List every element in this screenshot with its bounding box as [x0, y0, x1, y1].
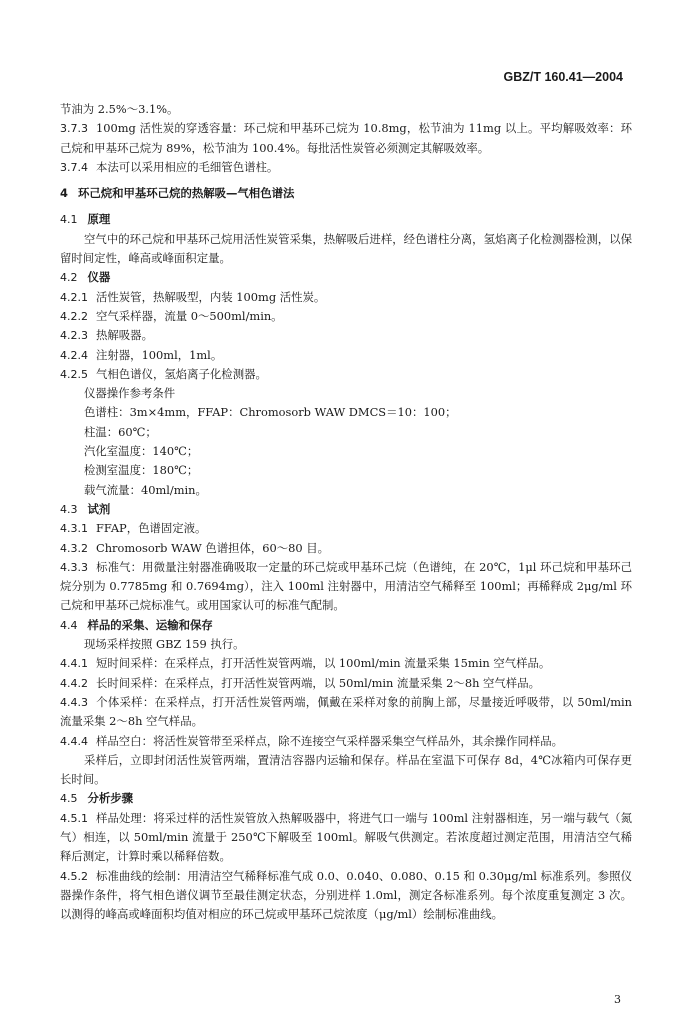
section-4-2-heading — [60, 268, 632, 287]
clause-number: 4.2.4 — [60, 348, 88, 362]
section-number: 4.2 — [60, 271, 78, 285]
clause-text: 个体采样：在采样点，打开活性炭管两端，佩戴在采样对象的前胸上部，尽量接近呼吸带，以 50ml/min 流量采集 2～8h 空气样品。 — [60, 694, 632, 729]
clause-number: 4.5.2 — [60, 869, 88, 883]
clause-text: 样品处理：将采过样的活性炭管放入热解吸器中，将进气口一端与 100ml 注射器相连，另一端与载气（氮气）相连，以 50ml/min 流量于 250℃下解吸至 100ml。解吸气供测定。若浓度超过测定范围，用清洁空气稀释后测定，计算时乘以稀释倍数。 — [60, 810, 632, 864]
clause-number: 3.7.4 — [60, 160, 88, 174]
clause-text: 短时间采样：在采样点，打开活性炭管两端，以 100ml/min 流量采集 15min 空气样品。 — [96, 656, 551, 671]
clause-number: 4.3.3 — [60, 560, 88, 574]
clause-number: 4.3.2 — [60, 541, 88, 555]
clause-number: 4.4.2 — [60, 676, 88, 690]
section-title: 仪器 — [87, 270, 111, 285]
clause-4-2-1 — [60, 288, 632, 307]
clause-4-2-2 — [60, 307, 632, 326]
clause-number: 4.4.4 — [60, 734, 88, 748]
clause-number: 4.5.1 — [60, 811, 88, 825]
clause-text: 长时间采样：在采样点，打开活性炭管两端，以 50ml/min 流量采集 2～8h 空气样品。 — [96, 675, 540, 690]
section-number: 4.3 — [60, 502, 78, 516]
condition-carrier-flow: 载气流量：40ml/min。 — [84, 482, 207, 497]
clause-4-3-1 — [60, 519, 632, 538]
operating-conditions-title: 仪器操作参考条件 — [84, 386, 176, 401]
clause-text: 样品空白：将活性炭管带至采样点，除不连接空气采样器采集空气样品外，其余操作同样品。 — [96, 733, 564, 748]
clause-3-7-4 — [60, 158, 632, 177]
clause-text: 热解吸器。 — [96, 328, 153, 343]
section-number: 4.4 — [60, 618, 78, 632]
clause-number: 4.4.3 — [60, 695, 88, 709]
clause-4-4-3 — [60, 693, 632, 732]
section-4-4-heading — [60, 616, 632, 635]
storage-text: 采样后，立即封闭活性炭管两端，置清洁容器内运输和保存。样品在室温下可保存 8d，4℃冰箱内可保存更长时间。 — [60, 752, 632, 787]
section-number: 4 — [60, 186, 68, 201]
condition-vaporizer-temp: 汽化室温度：140℃； — [84, 444, 199, 459]
clause-4-2-5 — [60, 365, 632, 384]
clause-text: 气相色谱仪，氢焰离子化检测器。 — [96, 366, 267, 381]
clause-number: 4.3.1 — [60, 522, 88, 536]
page-number: 3 — [614, 993, 621, 1006]
clause-text: 注射器，100ml，1ml。 — [96, 347, 223, 362]
section-title: 样品的采集、运输和保存 — [87, 617, 213, 632]
condition-column: 色谱柱：3m×4mm，FFAP：Chromosorb WAW DMCS＝10：100； — [84, 405, 457, 420]
paragraph-continuation: 节油为 2.5%～3.1%。 — [60, 102, 179, 116]
clause-text: Chromosorb WAW 色谱担体，60～80 目。 — [96, 540, 330, 555]
clause-4-3-2 — [60, 539, 632, 558]
clause-text: 本法可以采用相应的毛细管色谱柱。 — [96, 159, 279, 174]
clause-4-4-1 — [60, 654, 632, 673]
clause-text: FFAP，色谱固定液。 — [96, 521, 207, 536]
condition-detector-temp: 检测室温度：180℃； — [84, 463, 199, 478]
section-number: 4.5 — [60, 792, 78, 806]
document-body — [60, 100, 632, 924]
clause-4-3-3 — [60, 558, 632, 616]
clause-4-4-4 — [60, 732, 632, 751]
clause-number: 4.2.5 — [60, 367, 88, 381]
section-number: 4.1 — [60, 213, 78, 227]
clause-text: 标准曲线的绘制：用清洁空气稀释标准气成 0.0、0.040、0.080、0.15 和 0.30μg/ml 标准系列。参照仪器操作条件，将气相色谱仪调节至最佳测定状态，分别进样 1.0ml，测定各标准系列。每个浓度重复测定 3 次。以测得的峰高或峰面积均值对相应的环己烷或甲基环己烷浓度（μg/ml）绘制标准曲线。 — [60, 868, 632, 922]
clause-3-7-3 — [60, 119, 632, 158]
document-code: GBZ/T 160.41—2004 — [503, 70, 623, 84]
section-4-1-heading — [60, 210, 632, 229]
clause-number: 4.2.3 — [60, 329, 88, 343]
clause-text: 100mg 活性炭的穿透容量：环己烷和甲基环己烷为 10.8mg，松节油为 11mg 以上。平均解吸效率：环己烷和甲基环己烷为 89%，松节油为 100.4%。每批活性炭管必须测定其解吸效率。 — [60, 121, 632, 155]
clause-4-2-4 — [60, 346, 632, 365]
clause-4-2-3 — [60, 326, 632, 345]
clause-4-4-2 — [60, 674, 632, 693]
section-title: 试剂 — [87, 501, 111, 516]
clause-number: 3.7.3 — [60, 122, 88, 136]
section-title: 分析步骤 — [87, 791, 134, 806]
section-4-5-heading — [60, 789, 632, 808]
section-title: 环己烷和甲基环己烷的热解吸—气相色谱法 — [77, 186, 295, 201]
clause-number: 4.2.2 — [60, 309, 88, 323]
clause-4-5-1 — [60, 809, 632, 867]
clause-number: 4.4.1 — [60, 657, 88, 671]
sampling-intro: 现场采样按照 GBZ 159 执行。 — [84, 637, 245, 652]
clause-number: 4.2.1 — [60, 290, 88, 304]
section-4-3-heading — [60, 500, 632, 519]
condition-column-temp: 柱温：60℃； — [84, 424, 157, 439]
section-title: 原理 — [87, 212, 111, 227]
clause-text: 标准气：用微量注射器准确吸取一定量的环己烷或甲基环己烷（色谱纯，在 20℃，1μl 环己烷和甲基环己烷分别为 0.7785mg 和 0.7694mg），注入 100ml 注射器中，用清洁空气稀释至 100ml；再稀释成 2μg/ml 环己烷和甲基环己烷标准气。或用国家认可的标准气配制。 — [60, 559, 632, 613]
clause-text: 空气采样器，流量 0～500ml/min。 — [96, 308, 283, 323]
clause-text: 活性炭管，热解吸型，内装 100mg 活性炭。 — [96, 289, 326, 304]
clause-4-5-2 — [60, 867, 632, 925]
principle-text: 空气中的环己烷和甲基环己烷用活性炭管采集，热解吸后进样，经色谱柱分离，氢焰离子化检测器检测，以保留时间定性，峰高或峰面积定量。 — [60, 231, 632, 266]
section-4-heading — [60, 184, 632, 203]
